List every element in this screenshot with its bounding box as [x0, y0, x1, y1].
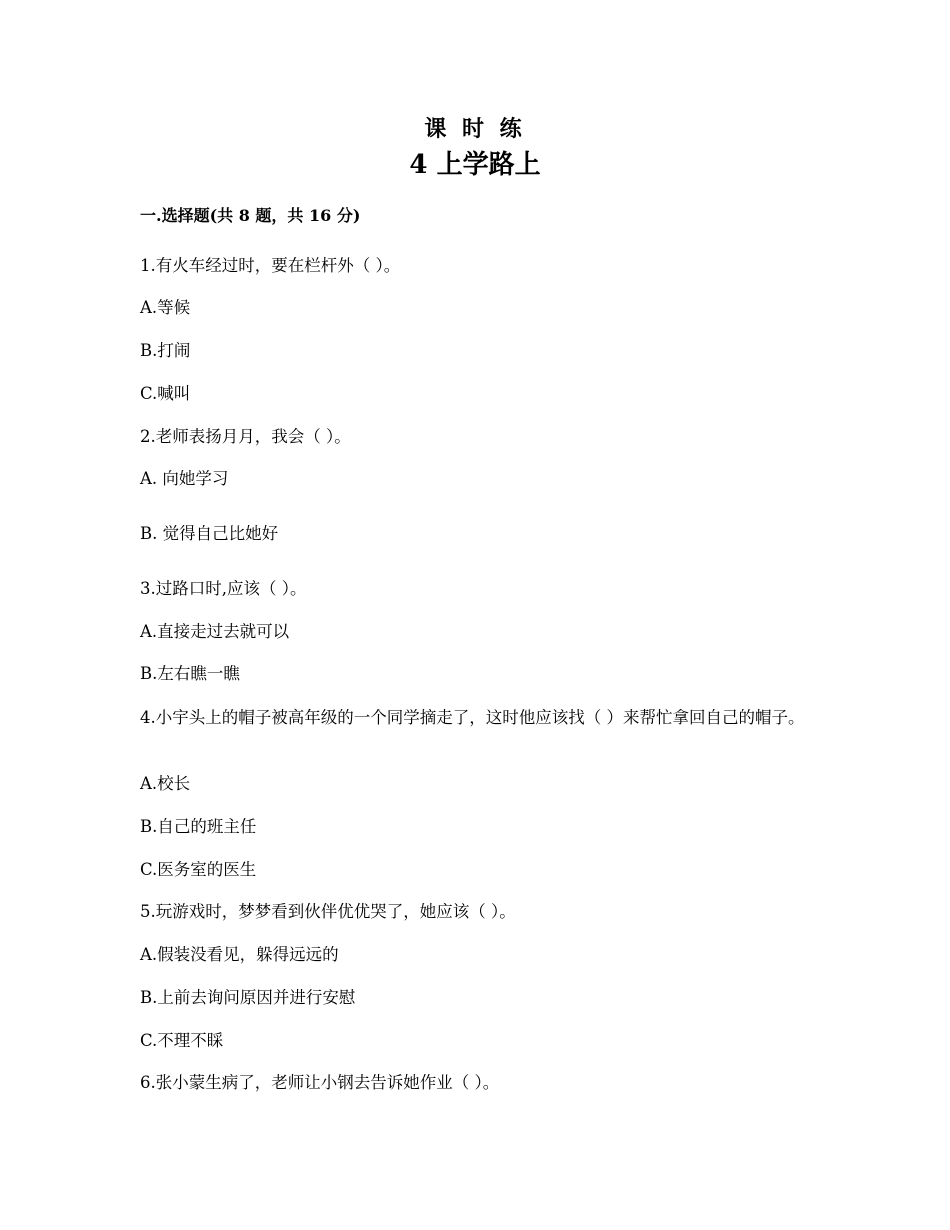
question-6-stem: 6.张小蒙生病了，老师让小钢去告诉她作业（ ）。: [140, 1073, 500, 1092]
lesson-title: 4 上学路上: [409, 150, 541, 180]
question-5-stem: 5.玩游戏时，梦梦看到伙伴优优哭了，她应该（ ）。: [140, 902, 516, 921]
question-4-option-c: C.医务室的医生: [140, 860, 257, 879]
question-3-option-a: A.直接走过去就可以: [140, 622, 290, 641]
question-1-option-b: B.打闹: [140, 341, 191, 360]
question-3-option-b: B.左右瞧一瞧: [140, 664, 240, 683]
question-4-stem: 4.小宇头上的帽子被高年级的一个同学摘走了，这时他应该找（ ）来帮忙拿回自己的帽子。: [140, 708, 805, 727]
question-2-option-b: B. 觉得自己比她好: [140, 524, 279, 543]
question-5-option-b: B.上前去询问原因并进行安慰: [140, 988, 356, 1007]
question-1-stem: 1.有火车经过时，要在栏杆外（ ）。: [140, 256, 401, 275]
question-2-stem: 2.老师表扬月月，我会（ ）。: [140, 427, 351, 446]
question-1-option-c: C.喊叫: [140, 384, 191, 403]
question-5-option-a: A.假装没看见，躲得远远的: [140, 945, 339, 964]
question-5-option-c: C.不理不睬: [140, 1031, 224, 1050]
question-1-option-a: A.等候: [140, 298, 191, 317]
section-heading: 一.选择题(共 8 题，共 16 分): [140, 206, 361, 225]
question-4-option-a: A.校长: [140, 774, 191, 793]
question-3-stem: 3.过路口时,应该（ ）。: [140, 579, 307, 598]
worksheet-subtitle: 课 时 练: [424, 116, 526, 142]
question-4-option-b: B.自己的班主任: [140, 817, 257, 836]
question-2-option-a: A. 向她学习: [140, 469, 229, 488]
